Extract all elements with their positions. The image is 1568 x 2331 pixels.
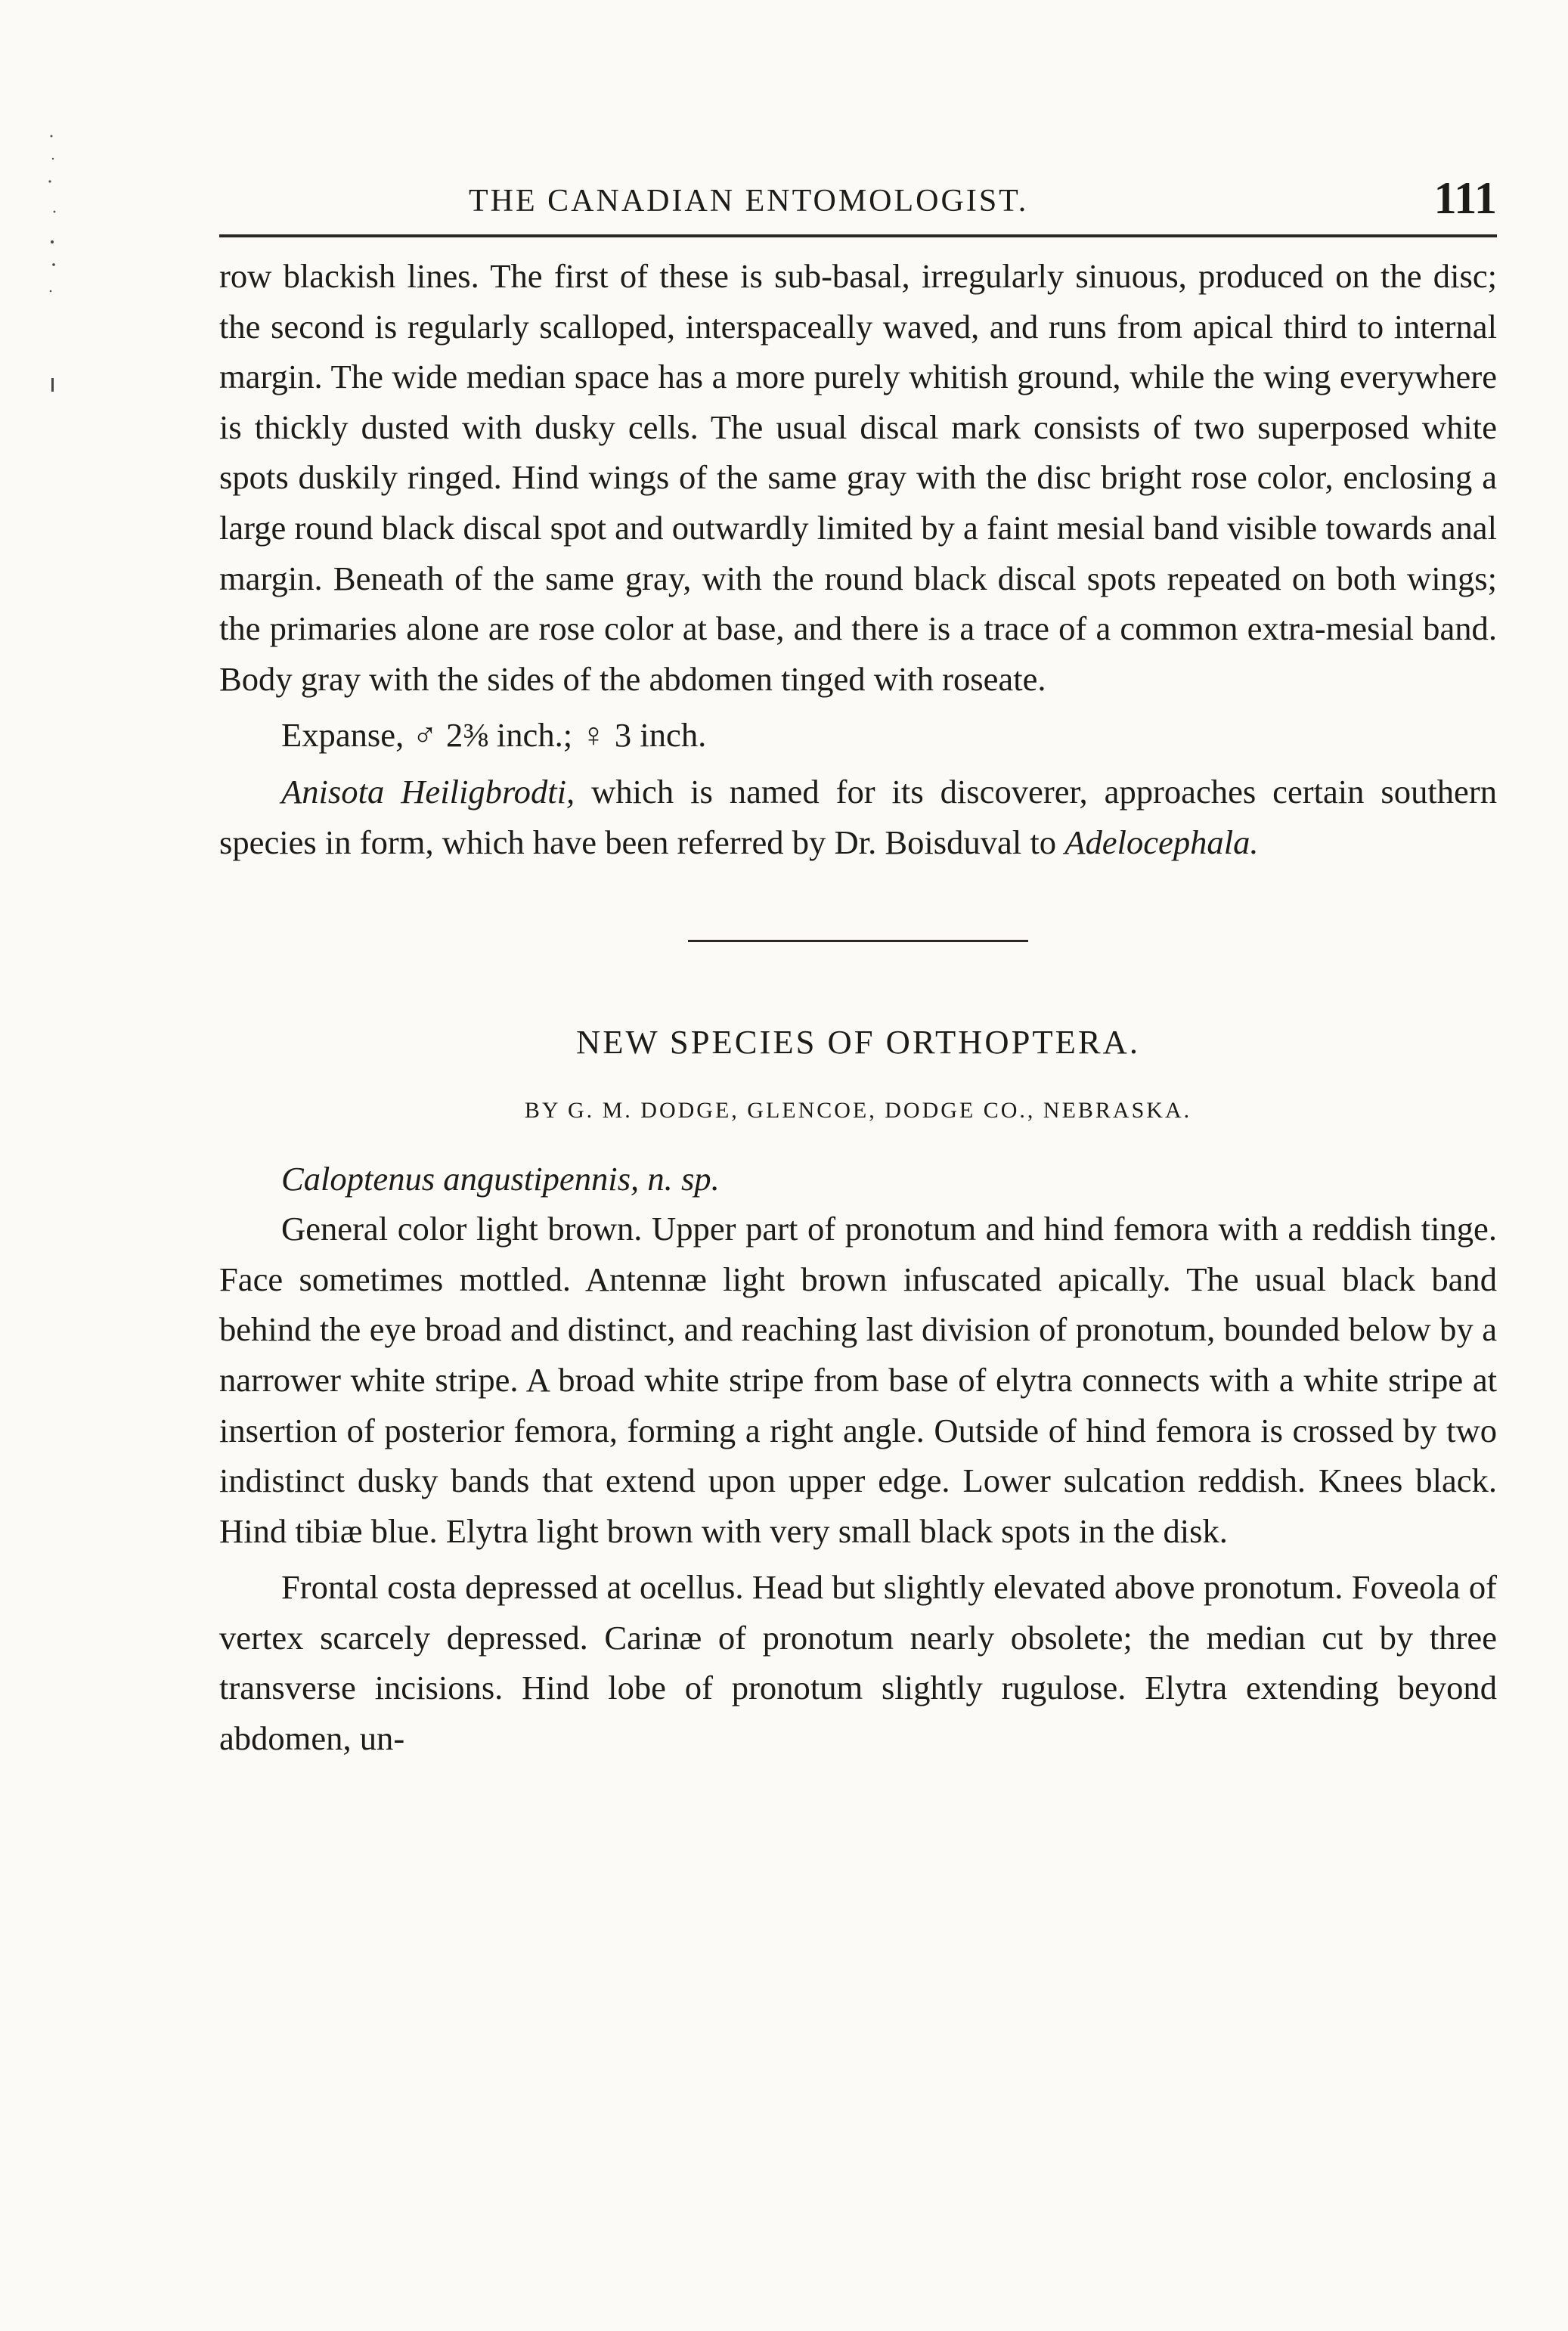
article-title: NEW SPECIES OF ORTHOPTERA. (576, 1023, 1140, 1062)
running-head (219, 166, 1497, 237)
species-remark (219, 767, 1497, 867)
article-separator (688, 940, 1028, 942)
genus-name: Adelocephala. (1064, 823, 1259, 861)
species-name: Anisota Heiligbrodti, (281, 772, 575, 811)
species-heading: Caloptenus angustipennis, n. sp. (281, 1160, 720, 1198)
new-article-body (219, 1204, 1497, 1764)
page-number: 111 (1433, 173, 1497, 223)
description-paragraph: General color light brown. Upper part of pronotum and hind femora with a reddish tinge. Face sometimes mottled. Antennæ light brown infuscated apically. The usual black band behind the eye broad and distinct, and reaching last division of pronotum, bounded below by a narrower white stripe. A broad white stripe from base of elytra connects with a white stripe at insertion of posterior femora, forming a right angle. Outside of hind femora is crossed by two indistinct dusky bands that extend upon upper edge. Lower sulcation reddish. Knees black. Hind tibiæ blue. Elytra light brown with very small black spots in the disk. (219, 1210, 1497, 1550)
previous-article-paragraph: row blackish lines. The first of these is sub-basal, irregularly sinuous, produced on the disc; the second is regularly scalloped, interspaceally waved, and runs from apical third to internal margin. The wide median space has a more purely whitish ground, while the wing everywhere is thickly dusted with dusky cells. The usual discal mark consists of two superposed white spots duskily ringed. Hind wings of the same gray with the disc bright rose color, enclosing a large round black discal spot and outwardly limited by a faint mesial band visible towards anal margin. Beneath of the same gray, with the round black discal spots repeated on both wings; the primaries alone are rose color at base, and there is a trace of a common extra-mesial band. Body gray with the sides of the abdomen tinged with roseate. (219, 257, 1497, 698)
page (219, 166, 1497, 1764)
species-note: which is named for its discoverer, approaches certain southern species in form, which have been referred by Dr. Boisduval to (219, 772, 1497, 861)
article-byline: BY G. M. DODGE, GLENCOE, DODGE CO., NEBRASKA. (524, 1098, 1192, 1124)
scan-margin-specks (45, 129, 60, 416)
running-title: THE CANADIAN ENTOMOLOGIST. (469, 184, 1029, 219)
previous-article (219, 251, 1497, 867)
expanse-line: Expanse, ♂ 2⅜ inch.; ♀ 3 inch. (281, 716, 707, 755)
structure-paragraph: Frontal costa depressed at ocellus. Head but slightly elevated above pronotum. Foveola of vertex scarcely depressed. Carinæ of pronotum nearly obsolete; the median cut by three transverse incisions. Hind lobe of pronotum slightly rugulose. Elytra extending beyond abdomen, un- (219, 1568, 1497, 1758)
